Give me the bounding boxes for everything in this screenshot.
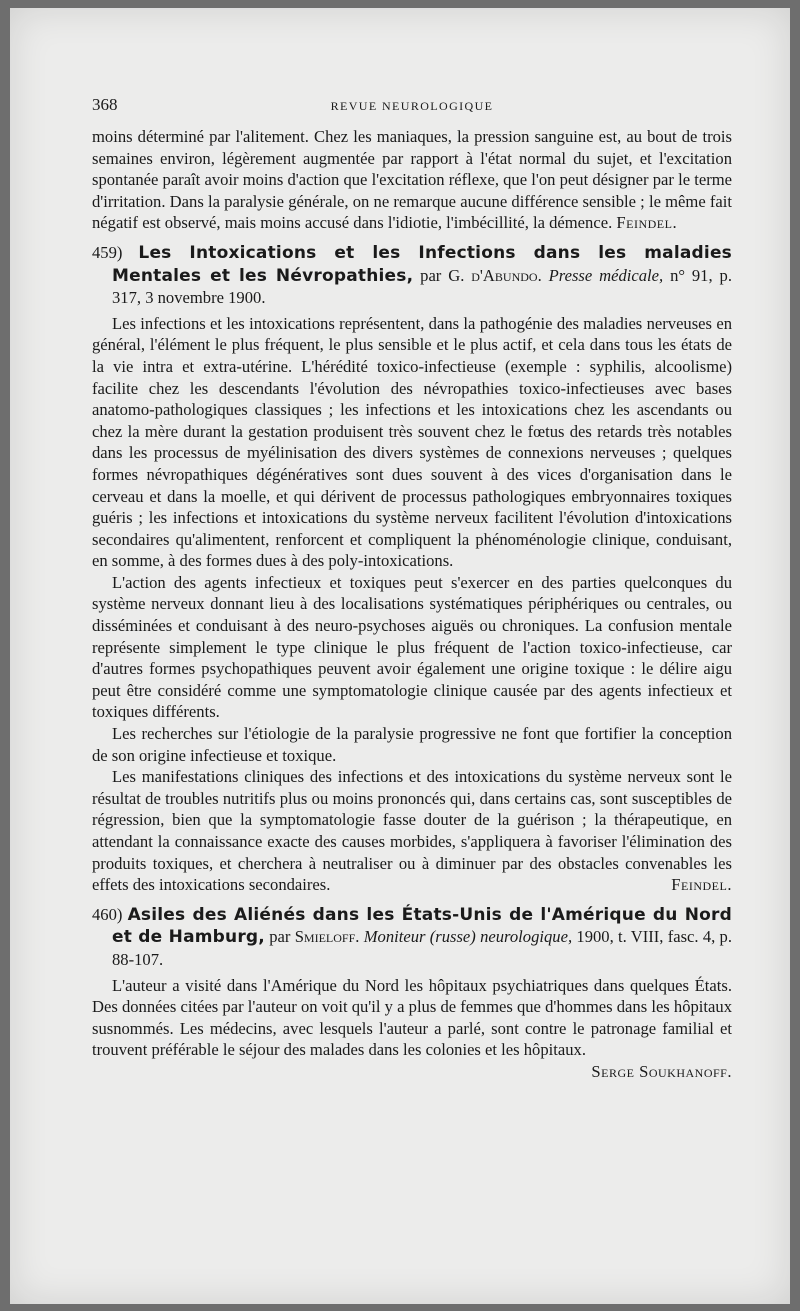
- article-460-number: 460): [92, 904, 123, 924]
- article-460-citation: 1900, t. VIII, fasc. 4, p. 88-107.: [112, 927, 733, 969]
- article-460-paragraph-1-text: L'auteur a visité dans l'Amérique du Nord les hôpitaux psychiatriques dans quelques États. Des données citées par l'auteur on voit qu'il y a plus de femmes que d'hommes dans les hôpitaux susnommés. Les médecins, avec lesquels l'auteur a parlé, sont contre le patronage familial et trouvent préférable le séjour des malades dans les colonies et les hôpitaux.: [92, 975, 732, 1060]
- article-459-paragraph-1: Les infections et les intoxications représentent, dans la pathogénie des maladies nerveuses en général, l'élément le plus fréquent, le plus sensible et le plus actif, et cela dans tous les états de la vie intra et extra-utérine. L'hérédité toxico-infectieuse (exemple : syphilis, alcoolisme) facilite chez les descendants l'évolution des névropathies toxico-infectieuses avec bases anatomo-pathologiques classiques ; les infections et les intoxications chez les ascendants ou chez la mère durant la gestation produisent très souvent chez le fœtus des retards très notables dans les processus de myélinisation des divers systèmes de connexions nerveuses ; quelques formes névropathiques dégénératives sont dues souvent à des vices d'organisation dans le cerveau et dans la moelle, et qui dérivent de processus pathologiques embryonnaires toxiques guéris ; les infections et intoxications du système nerveux facilitent l'évolution d'intoxications secondaires qu'alimentent, renforcent et compliquent la phénoménologie clinique, conduisant, en somme, à des formes dues à des poly-intoxications.: [92, 313, 732, 571]
- continuation-signature: Feindel.: [616, 213, 678, 233]
- scanned-page: [10, 8, 790, 1304]
- article-459-heading: [92, 242, 732, 309]
- article-460-title: Asiles des Aliénés dans les États-Unis de l'Amérique du Nord et de Hamburg,: [112, 904, 732, 948]
- article-459-citation: n° 91, p. 317, 3 novembre 1900.: [112, 265, 732, 308]
- article-459-number: 459): [92, 242, 123, 262]
- article-459-journal: Presse médicale,: [548, 265, 664, 285]
- continuation-text: moins déterminé par l'alitement. Chez les maniaques, la pression sanguine est, au bout de trois semaines environ, légèrement augmentée par rapport à l'état normal du sujet, et l'excitation spontanée paraît avoir moins d'action que l'excitation réflexe, que l'on peut désigner par le terme d'irritation. Dans la paralysie générale, on ne remarque aucune différence sensible ; le même fait négatif est observé, mais moins accusé dans l'idiotie, l'imbécillité, la démence.: [92, 127, 732, 233]
- article-459-paragraph-3: Les recherches sur l'étiologie de la paralysie progressive ne font que fortifier la conception de son origine infectieuse et toxique.: [92, 724, 732, 765]
- article-459-paragraph-2: L'action des agents infectieux et toxiques peut s'exercer en des parties quelconques du système nerveux donnant lieu à des localisations systématiques périphériques ou centrales, ou disséminées et conduisant à des neuro-psychoses aiguës ou chroniques. La confusion mentale représente simplement le type clinique le plus fréquent de l'action toxico-infectieuse, car d'autres formes psychopathiques peuvent avoir également une origine toxique : le délire aigu peut être considéré comme une symptomatologie clinique causée par des agents infectieux et toxiques différents.: [92, 572, 732, 722]
- article-459-paragraph-4: [92, 766, 732, 896]
- article-459-paragraph-4-text: Les manifestations cliniques des infections et des intoxications du système nerveux sont le résultat de troubles nutritifs plus ou moins prononcés qui, dans certains cas, sont susceptibles de régression, bien que la symptomatologie fasse douter de la guérison ; la thérapeutique, en attendant la connaissance exacte des causes morbides, s'appliquera à favoriser l'élimination des produits toxiques, et cherchera à neutraliser ou à diminuer par des obstacles convenables les effets des intoxications secondaires.: [92, 767, 732, 895]
- article-460-signature: Serge Soukhanoff.: [591, 1061, 732, 1081]
- running-title: REVUE NEUROLOGIQUE: [330, 99, 494, 113]
- article-460-by: par: [269, 927, 291, 947]
- article-459-author: G. d'Abundo.: [448, 265, 542, 285]
- article-459-by: par: [420, 265, 442, 285]
- continuation-paragraph: [92, 126, 732, 234]
- page-header: [92, 94, 732, 116]
- article-460-paragraph-1: [92, 975, 732, 1081]
- article-459-title: Les Intoxications et les Infections dans les maladies Mentales et les Névropathies,: [112, 242, 732, 286]
- article-460-author: Smieloff.: [294, 927, 360, 947]
- article-459-signature: Feindel.: [671, 875, 732, 895]
- page-number: 368: [92, 95, 118, 114]
- article-460-journal: Moniteur (russe) neurologique,: [363, 927, 573, 947]
- page-content: [92, 94, 732, 1083]
- article-460-heading: [92, 904, 732, 971]
